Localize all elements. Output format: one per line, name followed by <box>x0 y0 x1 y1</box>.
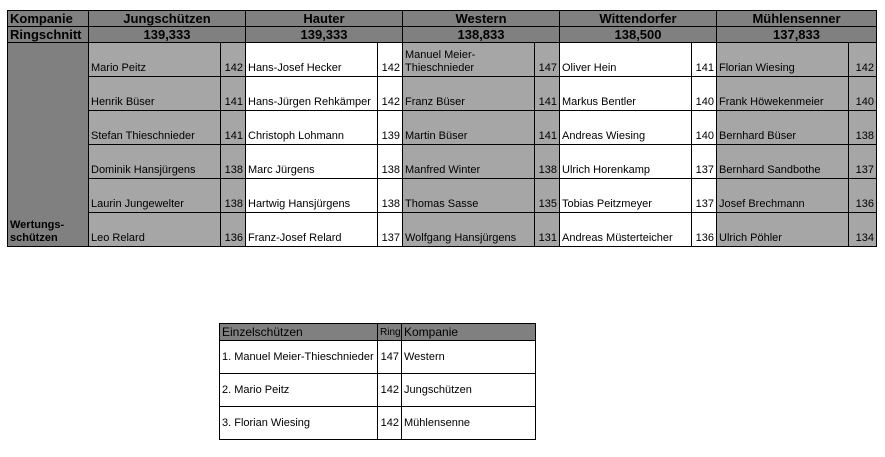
shooter-score: 141 <box>221 111 246 145</box>
ringschnitt-value: 139,333 <box>246 27 403 43</box>
individual-results-table <box>219 323 536 440</box>
company-name: Wittendorfer <box>560 11 717 27</box>
shooter-score: 136 <box>692 213 717 247</box>
shooter-score: 138 <box>221 145 246 179</box>
header-einzelschuetzen: Einzelschützen <box>220 324 378 341</box>
shooter-score: 141 <box>535 77 560 111</box>
table-row <box>8 213 877 247</box>
individual-company: Mühlensenne <box>402 407 536 440</box>
shooter-name: Wolfgang Hansjürgens <box>403 213 535 247</box>
table-row <box>220 407 536 440</box>
shooter-score: 142 <box>378 43 403 77</box>
shooter-name: Marc Jürgens <box>246 145 378 179</box>
shooter-name: Frank Höwekenmeier <box>717 77 849 111</box>
company-name: Hauter <box>246 11 403 27</box>
shooter-name: Dominik Hansjürgens <box>89 145 221 179</box>
shooter-name: Thomas Sasse <box>403 179 535 213</box>
shooter-name: Hartwig Hansjürgens <box>246 179 378 213</box>
shooter-score: 141 <box>535 111 560 145</box>
shooter-score: 137 <box>849 145 877 179</box>
shooter-score: 140 <box>849 77 877 111</box>
shooter-name: Henrik Büser <box>89 77 221 111</box>
shooter-score: 141 <box>221 77 246 111</box>
shooter-score: 138 <box>221 179 246 213</box>
shooter-score: 136 <box>221 213 246 247</box>
shooter-name: Oliver Hein <box>560 43 692 77</box>
individual-name: 3. Florian Wiesing <box>220 407 378 440</box>
shooter-name: Andreas Wiesing <box>560 111 692 145</box>
shooter-name: Franz-Josef Relard <box>246 213 378 247</box>
shooter-score: 138 <box>378 179 403 213</box>
shooter-score: 138 <box>535 145 560 179</box>
shooter-name: Tobias Peitzmeyer <box>560 179 692 213</box>
individual-ring: 142 <box>378 407 402 440</box>
shooter-name: Bernhard Sandbothe <box>717 145 849 179</box>
header-kompanie: Kompanie <box>402 324 536 341</box>
individual-company: Western <box>402 341 536 374</box>
shooter-name: Andreas Müsterteicher <box>560 213 692 247</box>
shooter-name: Florian Wiesing <box>717 43 849 77</box>
shooter-name: Markus Bentler <box>560 77 692 111</box>
shooter-name: Christoph Lohmann <box>246 111 378 145</box>
company-name: Western <box>403 11 560 27</box>
table-row <box>8 43 877 77</box>
company-header-row <box>8 11 877 27</box>
shooter-score: 142 <box>849 43 877 77</box>
shooter-name: Mario Peitz <box>89 43 221 77</box>
wertungsschuetzen-label <box>8 43 89 247</box>
shooter-name: Manuel Meier-Thieschnieder <box>403 43 535 77</box>
table-row <box>8 179 877 213</box>
company-name: Mühlensenner <box>717 11 877 27</box>
table-row <box>8 145 877 179</box>
ringschnitt-label: Ringschnitt <box>8 27 89 43</box>
shooter-score: 147 <box>535 43 560 77</box>
table-row <box>220 341 536 374</box>
shooter-name: Leo Relard <box>89 213 221 247</box>
shooter-score: 137 <box>692 179 717 213</box>
shooter-name: Laurin Jungewelter <box>89 179 221 213</box>
shooter-name: Martin Büser <box>403 111 535 145</box>
shooter-score: 140 <box>692 77 717 111</box>
header-ring: Ring <box>378 324 402 341</box>
individual-name: 2. Mario Peitz <box>220 374 378 407</box>
shooter-score: 138 <box>378 145 403 179</box>
shooter-score: 142 <box>378 77 403 111</box>
individual-name: 1. Manuel Meier-Thieschnieder <box>220 341 378 374</box>
shooter-score: 137 <box>378 213 403 247</box>
wertung-label-line-1: Wertungs- <box>10 219 65 231</box>
shooter-score: 136 <box>849 179 877 213</box>
ringschnitt-value: 138,833 <box>403 27 560 43</box>
shooter-name: Hans-Josef Hecker <box>246 43 378 77</box>
shooter-score: 142 <box>221 43 246 77</box>
shooter-name: Bernhard Büser <box>717 111 849 145</box>
shooter-score: 139 <box>378 111 403 145</box>
shooter-name: Hans-Jürgen Rehkämper <box>246 77 378 111</box>
shooter-name: Stefan Thieschnieder <box>89 111 221 145</box>
table-row <box>8 111 877 145</box>
shooter-name: Ulrich Horenkamp <box>560 145 692 179</box>
wertung-label-line-2: schützen <box>10 232 58 244</box>
individual-company: Jungschützen <box>402 374 536 407</box>
shooter-score: 138 <box>849 111 877 145</box>
individual-ring: 142 <box>378 374 402 407</box>
individual-header-row <box>220 324 536 341</box>
ringschnitt-row <box>8 27 877 43</box>
shooter-name: Josef Brechmann <box>717 179 849 213</box>
shooter-score: 134 <box>849 213 877 247</box>
company-header-label: Kompanie <box>8 11 89 27</box>
table-row <box>8 77 877 111</box>
ringschnitt-value: 137,833 <box>717 27 877 43</box>
shooter-score: 140 <box>692 111 717 145</box>
shooter-score: 135 <box>535 179 560 213</box>
shooter-score: 137 <box>692 145 717 179</box>
shooter-name: Ulrich Pöhler <box>717 213 849 247</box>
ringschnitt-value: 139,333 <box>89 27 246 43</box>
shooter-name: Manfred Winter <box>403 145 535 179</box>
individual-ring: 147 <box>378 341 402 374</box>
shooter-score: 141 <box>692 43 717 77</box>
table-row <box>220 374 536 407</box>
shooter-name: Franz Büser <box>403 77 535 111</box>
shooter-score: 131 <box>535 213 560 247</box>
team-results-table <box>7 10 877 247</box>
company-name: Jungschützen <box>89 11 246 27</box>
ringschnitt-value: 138,500 <box>560 27 717 43</box>
